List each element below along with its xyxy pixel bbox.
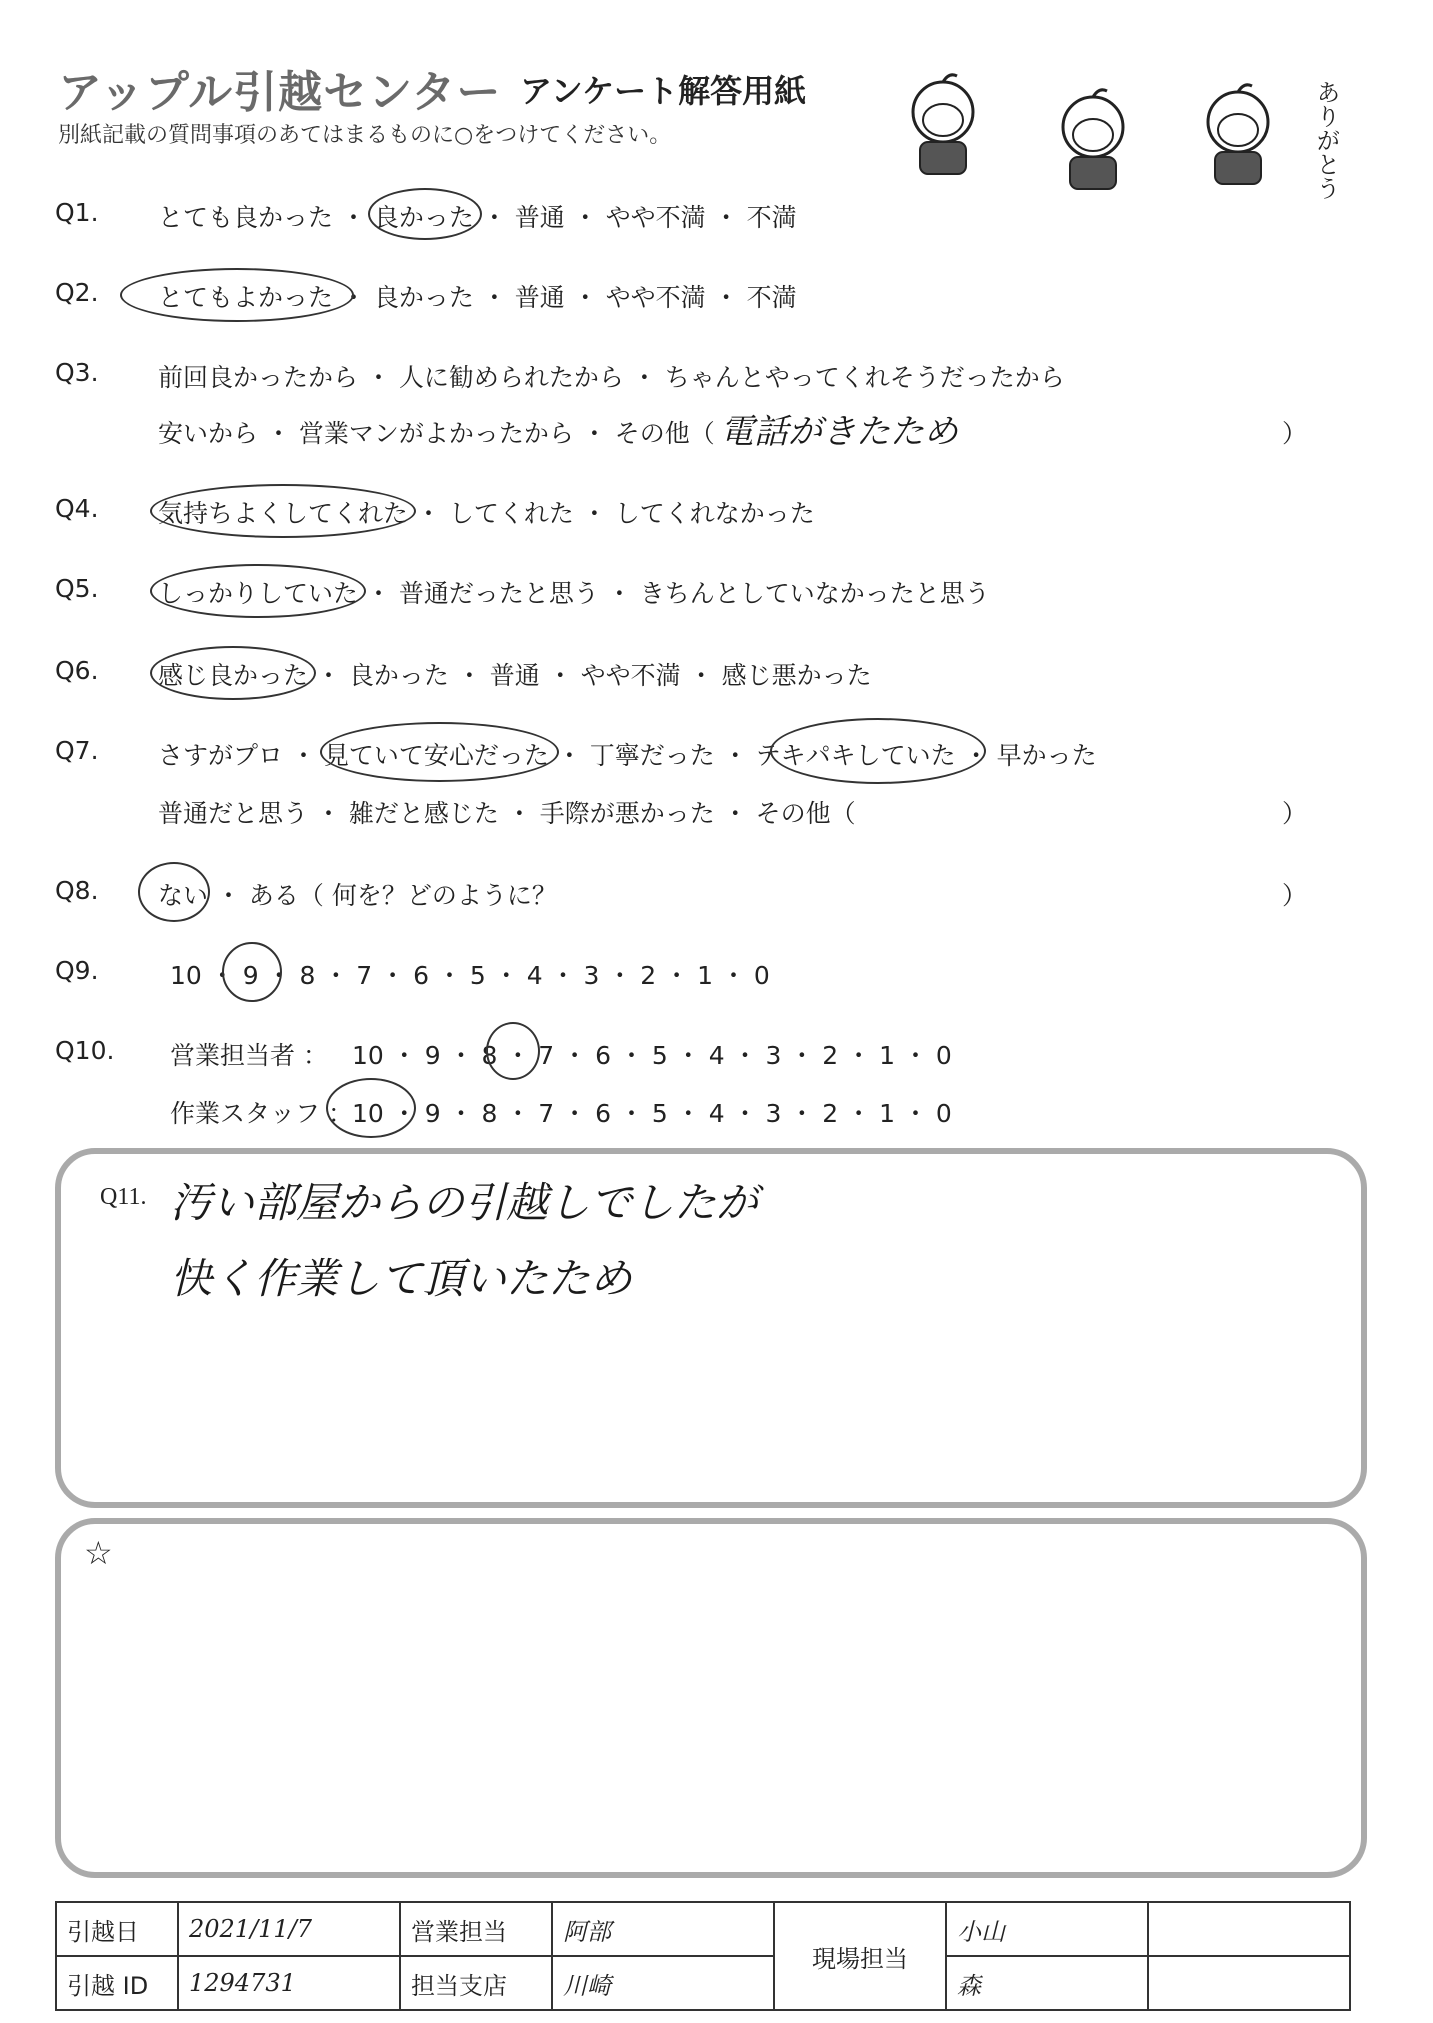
q6-number: Q6. <box>55 656 99 685</box>
move-date-value: 2021/11/7 <box>178 1902 400 1956</box>
thanks-text: ありがとう <box>1312 80 1340 200</box>
q3-other-answer: 電話がきたため <box>720 412 958 452</box>
monkey-mascot-icon <box>1050 85 1136 195</box>
q3-close-paren: ） <box>1282 419 1308 448</box>
empty-cell <box>1148 1956 1350 2010</box>
q7-number: Q7. <box>55 736 99 765</box>
q10-staff-scale: 10 ・ 9 ・ 8 ・ 7 ・ 6 ・ 5 ・ 4 ・ 3 ・ 2 ・ 1 ・ 0 <box>352 1099 952 1128</box>
q9-scale: 10 ・ 9 ・ 8 ・ 7 ・ 6 ・ 5 ・ 4 ・ 3 ・ 2 ・ 1 ・ 0 <box>170 961 770 990</box>
sales-rep-value: 阿部 <box>552 1902 774 1956</box>
move-info-table <box>55 1901 1351 2011</box>
q8-close-paren: ） <box>1282 881 1308 910</box>
q5-number: Q5. <box>55 574 99 603</box>
q3-options-line1: 前回良かったから ・ 人に勧められたから ・ ちゃんとやってくれそうだったから <box>158 363 1065 392</box>
sales-rep-label: 営業担当 <box>400 1902 552 1956</box>
branch-value: 川崎 <box>552 1956 774 2010</box>
empty-cell <box>1148 1902 1350 1956</box>
q7-options-line2: 普通だと思う ・ 雑だと感じた ・ 手際が悪かった ・ その他（ <box>158 799 856 828</box>
q3-number: Q3. <box>55 358 99 387</box>
star-label: ☆ <box>84 1535 113 1571</box>
q1-options: とても良かった ・ 良かった ・ 普通 ・ やや不満 ・ 不満 <box>158 203 797 232</box>
site-rep-value-1: 小山 <box>946 1902 1148 1956</box>
answer-circle <box>138 862 210 922</box>
instruction-text: 別紙記載の質問事項のあてはまるものに○をつけてください。 <box>58 123 672 148</box>
q8-options: ない ・ ある（ 何を？どのように？ <box>158 881 557 910</box>
answer-circle <box>326 1078 416 1138</box>
q2-options: とてもよかった ・ 良かった ・ 普通 ・ やや不満 ・ 不満 <box>158 283 797 312</box>
answer-circle <box>150 646 316 700</box>
q11-label: Q11. <box>100 1184 147 1210</box>
monkey-mascot-icon <box>900 70 986 180</box>
answer-circle <box>770 718 986 784</box>
q2-number: Q2. <box>55 278 99 307</box>
brand-title: アップル引越センター <box>58 67 502 118</box>
move-date-label: 引越日 <box>56 1902 178 1956</box>
answer-circle <box>150 564 366 618</box>
move-id-label: 引越 ID <box>56 1956 178 2010</box>
answer-circle <box>320 722 559 782</box>
form-subtitle: アンケート解答用紙 <box>520 72 807 110</box>
site-rep-value-2: 森 <box>946 1956 1148 2010</box>
answer-circle <box>222 942 282 1002</box>
q4-options: 気持ちよくしてくれた ・ してくれた ・ してくれなかった <box>158 499 815 528</box>
q7-close-paren: ） <box>1282 799 1308 828</box>
answer-circle <box>150 484 416 538</box>
q4-number: Q4. <box>55 494 99 523</box>
site-rep-label: 現場担当 <box>774 1902 946 2010</box>
q10-sales-scale: 10 ・ 9 ・ 8 ・ 7 ・ 6 ・ 5 ・ 4 ・ 3 ・ 2 ・ 1 ・ 0 <box>352 1041 952 1070</box>
answer-circle <box>368 188 482 240</box>
move-id-value: 1294731 <box>178 1956 400 2010</box>
q10-number: Q10. <box>55 1036 115 1065</box>
q8-number: Q8. <box>55 876 99 905</box>
q1-number: Q1. <box>55 198 99 227</box>
q11-comment-line2: 快く作業して頂いたため <box>170 1254 633 1303</box>
monkey-mascot-icon <box>1195 80 1281 190</box>
answer-circle <box>486 1022 540 1080</box>
q3-options-line2: 安いから ・ 営業マンがよかったから ・ その他（ <box>158 419 715 448</box>
branch-label: 担当支店 <box>400 1956 552 2010</box>
q10-staff-label: 作業スタッフ ： <box>170 1099 353 1128</box>
q5-options: しっかりしていた ・ 普通だったと思う ・ きちんとしていなかったと思う <box>158 579 990 608</box>
q6-options: 感じ良かった ・ 良かった ・ 普通 ・ やや不満 ・ 感じ悪かった <box>158 661 872 690</box>
q9-number: Q9. <box>55 956 99 985</box>
q7-options-line1: さすがプロ ・ 見ていて安心だった ・ 丁寧だった ・ テキパキしていた ・ 早かった <box>158 741 1097 770</box>
answer-circle <box>120 268 354 322</box>
q11-comment-line1: 汚い部屋からの引越しでしたが <box>170 1178 759 1227</box>
star-comment-box[interactable] <box>55 1518 1367 1878</box>
q10-sales-label: 営業担当者 ： <box>170 1041 328 1070</box>
